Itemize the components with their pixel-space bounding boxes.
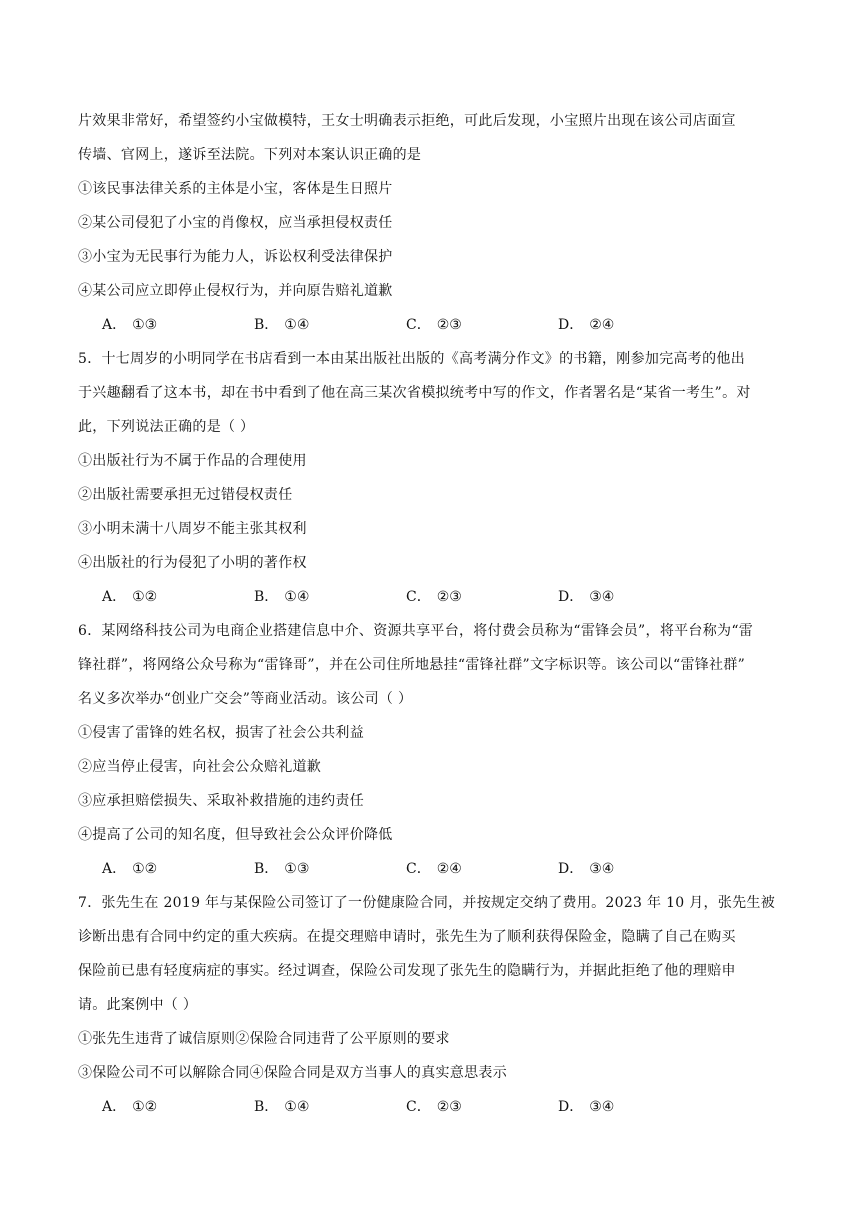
statement-2: ②某公司侵犯了小宝的肖像权，应当承担侵权责任 — [78, 215, 393, 231]
option-c[interactable]: C． ②③ — [406, 317, 462, 333]
statement-1: ①该民事法律关系的主体是小宝，客体是生日照片 — [78, 181, 393, 197]
statement-3-4: ③保险公司不可以解除合同④保险合同是双方当事人的真实意思表示 — [78, 1065, 507, 1081]
option-b[interactable]: B． ①③ — [254, 861, 310, 877]
statement-3: ③小明未满十八周岁不能主张其权利 — [78, 521, 307, 537]
question-stem-line: 传墙、官网上，遂诉至法院。下列对本案认识正确的是 — [78, 147, 422, 163]
question-stem-line: 片效果非常好，希望签约小宝做模特，王女士明确表示拒绝，可此后发现，小宝照片出现在该公司店面宣 — [78, 113, 736, 129]
answer-options — [78, 308, 786, 342]
statement-2: ②出版社需要承担无过错侵权责任 — [78, 487, 293, 503]
option-a[interactable]: A． ①② — [102, 861, 158, 877]
option-d[interactable]: D． ③④ — [558, 861, 615, 877]
question-stem-line: 锋社群”，将网络公众号称为“雷锋哥”，并在公司住所地悬挂“雷锋社群”文字标识等。该公司以“雷锋社群” — [78, 657, 746, 673]
question-stem-line: 诊断出患有合同中约定的重大疾病。在提交理赔申请时，张先生为了顺利获得保险金，隐瞒了自己在购买 — [78, 929, 736, 945]
question-7 — [78, 886, 786, 1124]
question-stem-line: 于兴趣翻看了这本书，却在书中看到了他在高三某次省模拟统考中写的作文，作者署名是“某省一考生”。对 — [78, 385, 751, 401]
question-5 — [78, 342, 786, 614]
option-d[interactable]: D． ③④ — [558, 589, 615, 605]
question-stem-line: 7．张先生在 2019 年与某保险公司签订了一份健康险合同，并按规定交纳了费用。2023 年 10 月，张先生被 — [78, 895, 776, 911]
statement-1: ①侵害了雷锋的姓名权，损害了社会公共利益 — [78, 725, 364, 741]
option-a[interactable]: A． ①③ — [102, 317, 158, 333]
page-content — [78, 104, 786, 1124]
option-c[interactable]: C． ②③ — [406, 1099, 462, 1115]
statement-1-2: ①张先生违背了诚信原则②保险合同违背了公平原则的要求 — [78, 1031, 450, 1047]
option-c[interactable]: C． ②③ — [406, 589, 462, 605]
option-b[interactable]: B． ①④ — [254, 317, 310, 333]
answer-options — [78, 580, 786, 614]
statement-2: ②应当停止侵害，向社会公众赔礼道歉 — [78, 759, 322, 775]
question-stem-line: 请。此案例中（ ） — [78, 997, 198, 1013]
question-stem-line: 6．某网络科技公司为电商企业搭建信息中介、资源共享平台，将付费会员称为“雷锋会员”，将平台称为“雷 — [78, 623, 754, 639]
option-b[interactable]: B． ①④ — [254, 1099, 310, 1115]
question-4 — [78, 104, 786, 342]
statement-3: ③小宝为无民事行为能力人，诉讼权利受法律保护 — [78, 249, 393, 265]
option-d[interactable]: D． ②④ — [558, 317, 615, 333]
question-6 — [78, 614, 786, 886]
option-a[interactable]: A． ①② — [102, 589, 158, 605]
statement-1: ①出版社行为不属于作品的合理使用 — [78, 453, 307, 469]
statement-4: ④某公司应立即停止侵权行为，并向原告赔礼道歉 — [78, 283, 393, 299]
question-stem-line: 名义多次举办“创业广交会”等商业活动。该公司（ ） — [78, 691, 413, 707]
statement-3: ③应承担赔偿损失、采取补救措施的违约责任 — [78, 793, 364, 809]
answer-options — [78, 1090, 786, 1124]
question-stem-line: 保险前已患有轻度病症的事实。经过调查，保险公司发现了张先生的隐瞒行为，并据此拒绝了他的理赔申 — [78, 963, 736, 979]
option-d[interactable]: D． ③④ — [558, 1099, 615, 1115]
question-stem-line: 5．十七周岁的小明同学在书店看到一本由某出版社出版的《高考满分作文》的书籍，刚参加完高考的他出 — [78, 351, 746, 367]
option-c[interactable]: C． ②④ — [406, 861, 462, 877]
statement-4: ④提高了公司的知名度，但导致社会公众评价降低 — [78, 827, 393, 843]
option-a[interactable]: A． ①② — [102, 1099, 158, 1115]
option-b[interactable]: B． ①④ — [254, 589, 310, 605]
question-stem-line: 此，下列说法正确的是（ ） — [78, 419, 255, 435]
answer-options — [78, 852, 786, 886]
statement-4: ④出版社的行为侵犯了小明的著作权 — [78, 555, 307, 571]
